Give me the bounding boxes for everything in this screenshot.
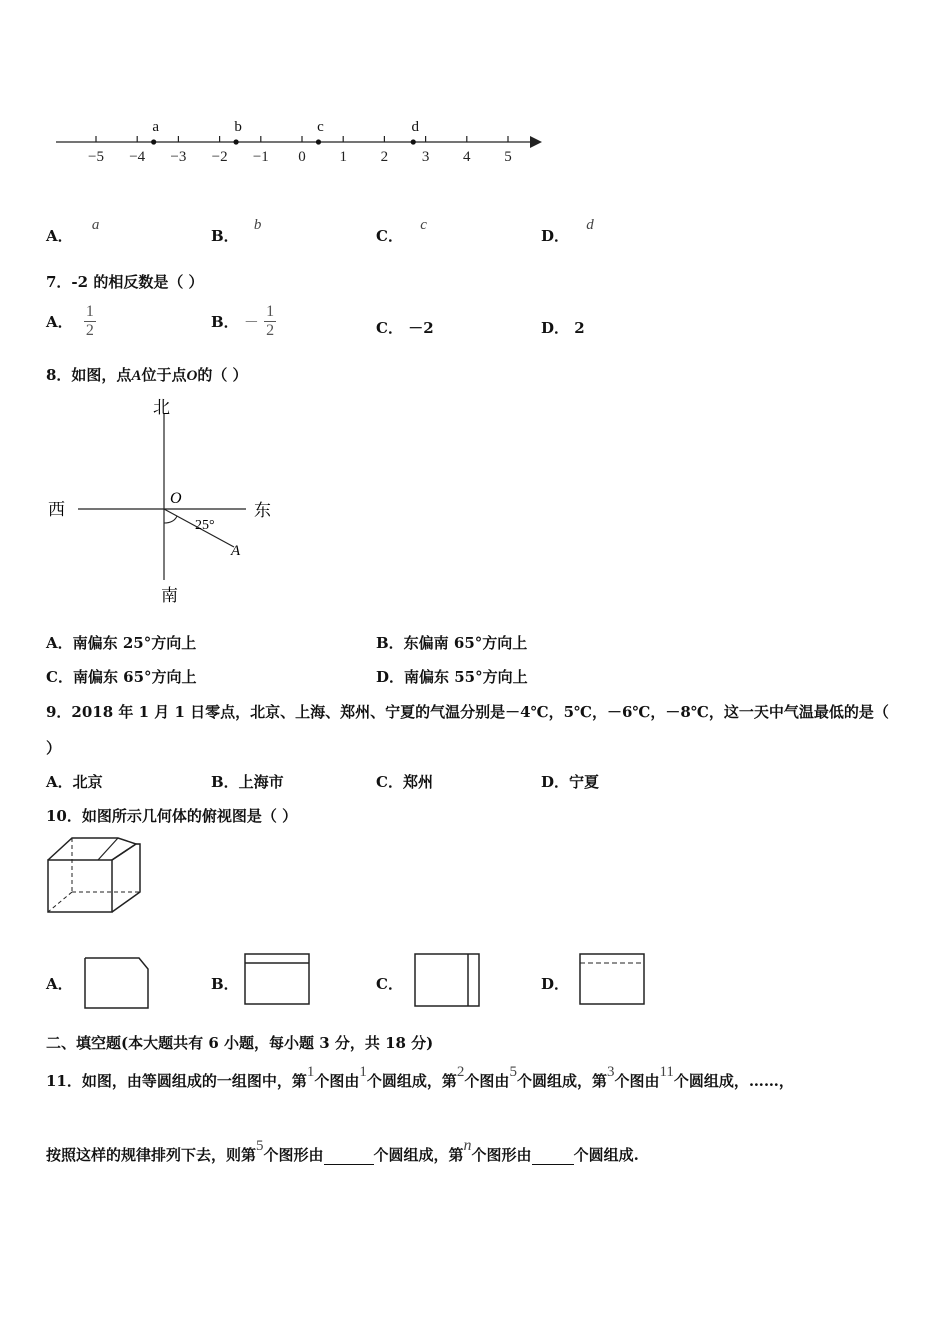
q10-option-c-figure[interactable] xyxy=(412,951,484,1009)
compass-figure xyxy=(40,395,290,610)
q8-stem-point-a: A xyxy=(131,368,142,384)
south-label: 南 xyxy=(161,586,178,605)
q7-option-a[interactable] xyxy=(46,303,96,340)
q11-line2-part5: 个圆组成. xyxy=(573,1146,639,1164)
q7-option-b-numerator: 1 xyxy=(266,303,275,320)
q7-option-c-key: C． xyxy=(376,319,403,337)
q7-option-d-value: 2 xyxy=(574,319,585,337)
q11-line1 xyxy=(46,1064,794,1091)
q11-line2-variable: n xyxy=(463,1137,472,1154)
east-label: 东 xyxy=(254,501,271,520)
q10-stem: 10．如图所示几何体的俯视图是（ ） xyxy=(46,807,298,825)
tick-label: −5 xyxy=(88,149,104,165)
q11-line2-part1: 按照这样的规律排列下去，则第 xyxy=(46,1146,257,1164)
q7-option-d[interactable] xyxy=(541,317,585,338)
q6-option-a-value: a xyxy=(91,217,100,233)
q7-option-b-denominator: 2 xyxy=(266,322,275,339)
point-a-label: A xyxy=(231,543,241,559)
q10-option-a-figure[interactable] xyxy=(82,955,152,1011)
north-label: 北 xyxy=(153,398,170,417)
q8-stem-post: 的（ ） xyxy=(197,366,248,384)
q8-option-c[interactable]: C．南偏东 65°方向上 xyxy=(46,668,197,686)
q11-line2-part2: 个图形由 xyxy=(263,1146,324,1164)
point-label-a: a xyxy=(152,119,160,135)
q6-option-b-value: b xyxy=(253,217,262,233)
q11-answer-blank-2[interactable] xyxy=(532,1146,574,1165)
origin-label: O xyxy=(170,490,182,507)
q7-option-b-sign: － xyxy=(243,313,259,331)
q11-line2-part3: 个圆组成，第 xyxy=(373,1146,464,1164)
q8-option-a[interactable]: A．南偏东 25°方向上 xyxy=(46,634,197,652)
q7-option-b-fraction xyxy=(264,303,276,340)
q11-circle-count-2: 5 xyxy=(509,1064,517,1080)
point-label-b: b xyxy=(234,119,242,135)
q11-line2-part4: 个图形由 xyxy=(471,1146,532,1164)
tick-label: −4 xyxy=(129,149,146,165)
q10-option-b-key: B． xyxy=(211,975,239,993)
tick-label: −1 xyxy=(252,149,269,165)
q10-option-a-key: A． xyxy=(46,975,73,993)
q10-option-d-key: D． xyxy=(541,975,570,993)
q11-part2: 个图由 xyxy=(314,1072,360,1090)
point-c xyxy=(316,139,321,144)
q10-option-a[interactable] xyxy=(46,973,73,994)
point-label-d: d xyxy=(411,119,419,135)
q7-option-c-value: －2 xyxy=(408,319,434,337)
q10-option-b[interactable] xyxy=(211,973,239,994)
q9-option-a[interactable]: A．北京 xyxy=(46,773,103,791)
q7-option-a-denominator: 2 xyxy=(85,322,94,339)
q7-option-a-key: A． xyxy=(46,313,73,331)
q11-figure-index-3: 3 xyxy=(606,1064,615,1080)
number-line-points xyxy=(151,119,419,145)
number-line-ticks xyxy=(88,136,512,165)
q9-stem-line2: ） xyxy=(46,739,62,757)
q7-option-b-key: B． xyxy=(211,313,239,331)
q11-figure-index-1: 1 xyxy=(306,1064,315,1080)
q11-circle-count-1: 1 xyxy=(359,1064,367,1080)
q8-stem-point-o: O xyxy=(186,368,198,384)
tick-label: 1 xyxy=(339,149,347,165)
q8-stem-pre: 8．如图，点 xyxy=(46,366,132,384)
q11-circle-count-3: 11 xyxy=(659,1064,674,1080)
q6-option-c-key: C． xyxy=(376,227,403,245)
q10-option-d-figure[interactable] xyxy=(577,951,653,1007)
number-line-figure xyxy=(50,115,550,175)
point-b xyxy=(233,139,238,144)
tick-label: 5 xyxy=(504,149,512,165)
q6-option-b-key: B． xyxy=(211,227,239,245)
section-2-title: 二、填空题(本大题共有 6 小题，每小题 3 分，共 18 分) xyxy=(46,1034,434,1052)
q7-option-a-numerator: 1 xyxy=(85,303,94,320)
q9-stem-line1: 9．2018 年 1 月 1 日零点，北京、上海、郑州、宁夏的气温分别是－4℃，5℃，－6℃，－8℃，这一天中气温最低的是（ xyxy=(46,703,889,721)
tick-label: −2 xyxy=(211,149,228,165)
point-d xyxy=(411,139,416,144)
q7-option-d-key: D． xyxy=(541,319,570,337)
q6-option-c[interactable] xyxy=(376,217,427,246)
q11-part1: 11．如图，由等圆组成的一组图中，第 xyxy=(46,1072,307,1090)
q10-option-d[interactable] xyxy=(541,973,569,994)
point-a xyxy=(151,139,156,144)
q11-line2 xyxy=(46,1137,639,1165)
solid-figure xyxy=(44,834,146,918)
q7-stem: 7．-2 的相反数是（ ） xyxy=(46,273,204,291)
q8-stem xyxy=(46,364,248,385)
q8-option-d[interactable]: D．南偏东 55°方向上 xyxy=(376,668,528,686)
q6-option-d[interactable] xyxy=(541,217,594,246)
q11-figure-index-2: 2 xyxy=(456,1064,465,1080)
q11-part3: 个圆组成，第 xyxy=(366,1072,457,1090)
q11-part7: 个圆组成，……， xyxy=(673,1072,794,1090)
tick-label: 0 xyxy=(298,149,306,165)
q6-option-c-value: c xyxy=(420,217,427,233)
q6-option-d-value: d xyxy=(586,217,594,233)
q11-part6: 个图由 xyxy=(614,1072,660,1090)
q8-stem-mid: 位于点 xyxy=(141,366,187,384)
q10-option-b-figure[interactable] xyxy=(242,951,314,1007)
q11-answer-blank-1[interactable] xyxy=(324,1146,374,1165)
q7-option-a-fraction xyxy=(84,303,96,340)
q9-option-c[interactable]: C．郑州 xyxy=(376,773,433,791)
tick-label: −3 xyxy=(170,149,187,165)
q6-option-b[interactable] xyxy=(211,217,262,246)
number-line-arrow xyxy=(530,136,542,148)
q11-part4: 个图由 xyxy=(464,1072,510,1090)
point-label-c: c xyxy=(317,119,324,135)
q7-option-c[interactable] xyxy=(376,317,434,338)
tick-label: 3 xyxy=(421,149,430,165)
q6-option-d-key: D． xyxy=(541,227,570,245)
tick-label: 2 xyxy=(380,149,389,165)
angle-arc xyxy=(164,516,177,523)
q10-option-c[interactable] xyxy=(376,973,403,994)
west-label: 西 xyxy=(48,500,65,519)
tick-label: 4 xyxy=(463,149,471,165)
q9-option-d[interactable]: D．宁夏 xyxy=(541,773,600,791)
q8-option-b[interactable]: B．东偏南 65°方向上 xyxy=(376,634,528,652)
q9-option-b[interactable]: B．上海市 xyxy=(211,773,284,791)
q11-line2-index: 5 xyxy=(256,1138,264,1154)
angle-label: 25° xyxy=(195,518,215,533)
q10-option-c-key: C． xyxy=(376,975,403,993)
q7-option-b[interactable] xyxy=(211,303,276,340)
q11-part5: 个圆组成，第 xyxy=(516,1072,607,1090)
q6-option-a[interactable] xyxy=(46,217,100,246)
q6-option-a-key: A． xyxy=(46,227,73,245)
